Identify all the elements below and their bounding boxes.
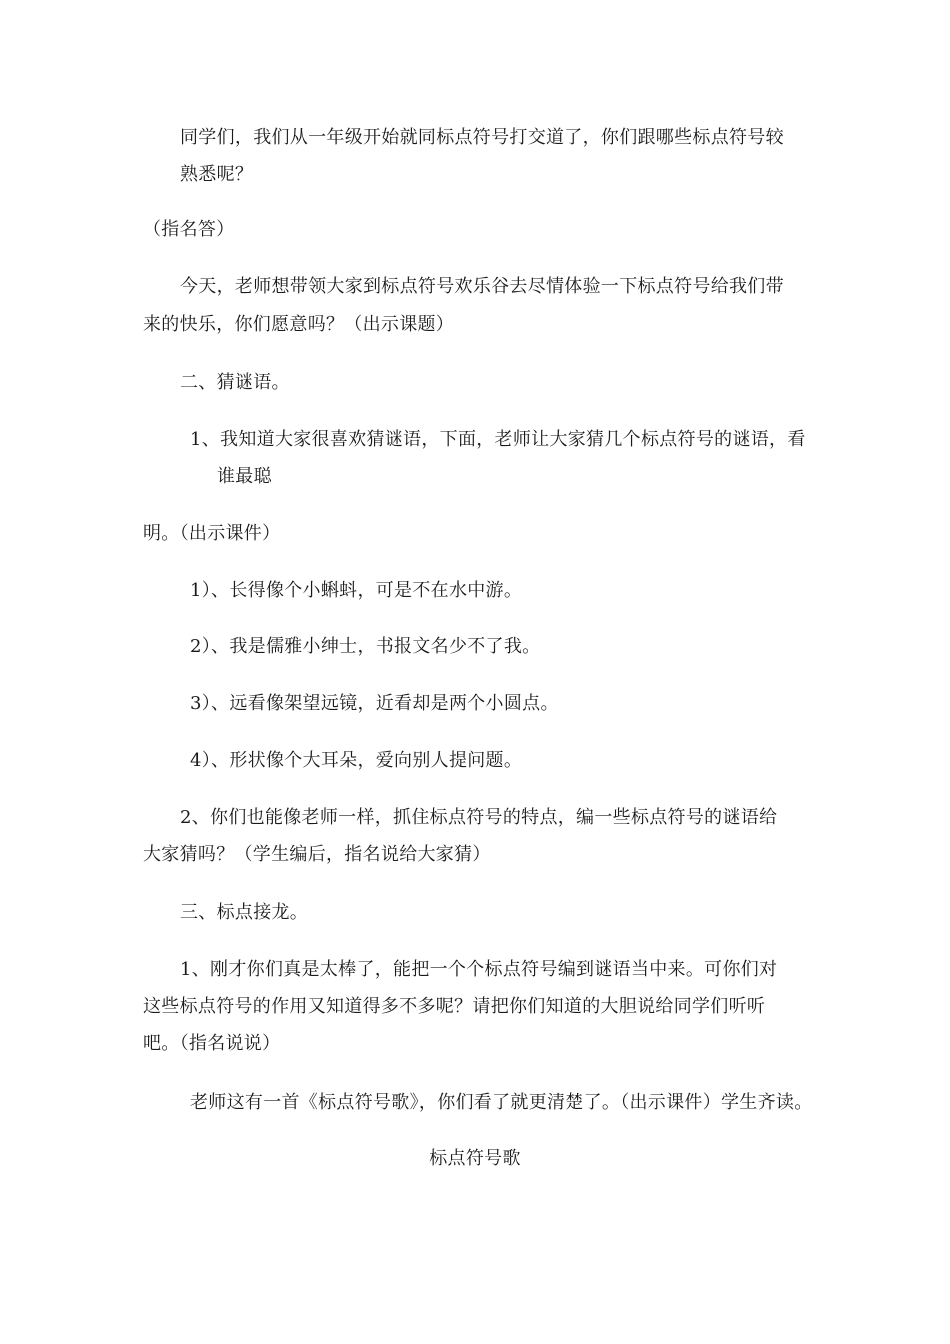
section-heading-relay: 三、标点接龙。 (180, 902, 309, 923)
song-title: 标点符号歌 (429, 1148, 521, 1169)
paragraph-intro-line-2: 熟悉呢？ (180, 164, 254, 185)
paragraph-relay-line-3: 吧。（指名说说） (143, 1033, 281, 1054)
riddle-item-3: 3）、远看像架望远镜，近看却是两个小圆点。 (190, 693, 559, 714)
paragraph-riddle-intro-line-1: 1、我知道大家很喜欢猜谜语，下面，老师让大家猜几个标点符号的谜语，看 (190, 429, 806, 450)
riddle-item-4: 4）、形状像个大耳朵，爱向别人提问题。 (190, 750, 523, 771)
section-heading-riddles: 二、猜谜语。 (180, 372, 290, 393)
paragraph-relay-line-1: 1、刚才你们真是太棒了，能把一个个标点符号编到谜语当中来。可你们对 (180, 959, 778, 980)
paragraph-intro-line-1: 同学们，我们从一年级开始就同标点符号打交道了，你们跟哪些标点符号较 (180, 127, 784, 148)
paragraph-riddle-intro-line-3: 明。（出示课件） (143, 523, 281, 544)
paragraph-relay-line-2: 这些标点符号的作用又知道得多不多呢？请把你们知道的大胆说给同学们听听 (143, 996, 766, 1017)
riddle-item-1: 1）、长得像个小蝌蚪，可是不在水中游。 (190, 580, 523, 601)
riddle-item-2: 2）、我是儒雅小绅士，书报文名少不了我。 (190, 636, 541, 657)
paragraph-song-intro: 老师这有一首《标点符号歌》，你们看了就更清楚了。（出示课件）学生齐读。 (190, 1092, 813, 1113)
paragraph-make-riddles-line-1: 2、你们也能像老师一样，抓住标点符号的特点，编一些标点符号的谜语给 (180, 807, 778, 828)
paragraph-riddle-intro-line-2: 谁最聪 (217, 466, 272, 487)
paragraph-make-riddles-line-2: 大家猜吗？（学生编后，指名说给大家猜） (143, 844, 491, 865)
paragraph-today-line-2: 来的快乐，你们愿意吗？（出示课题） (143, 314, 455, 335)
paragraph-today-line-1: 今天，老师想带领大家到标点符号欢乐谷去尽情体验一下标点符号给我们带 (180, 276, 784, 297)
paragraph-answer-note: （指名答） (143, 219, 235, 240)
